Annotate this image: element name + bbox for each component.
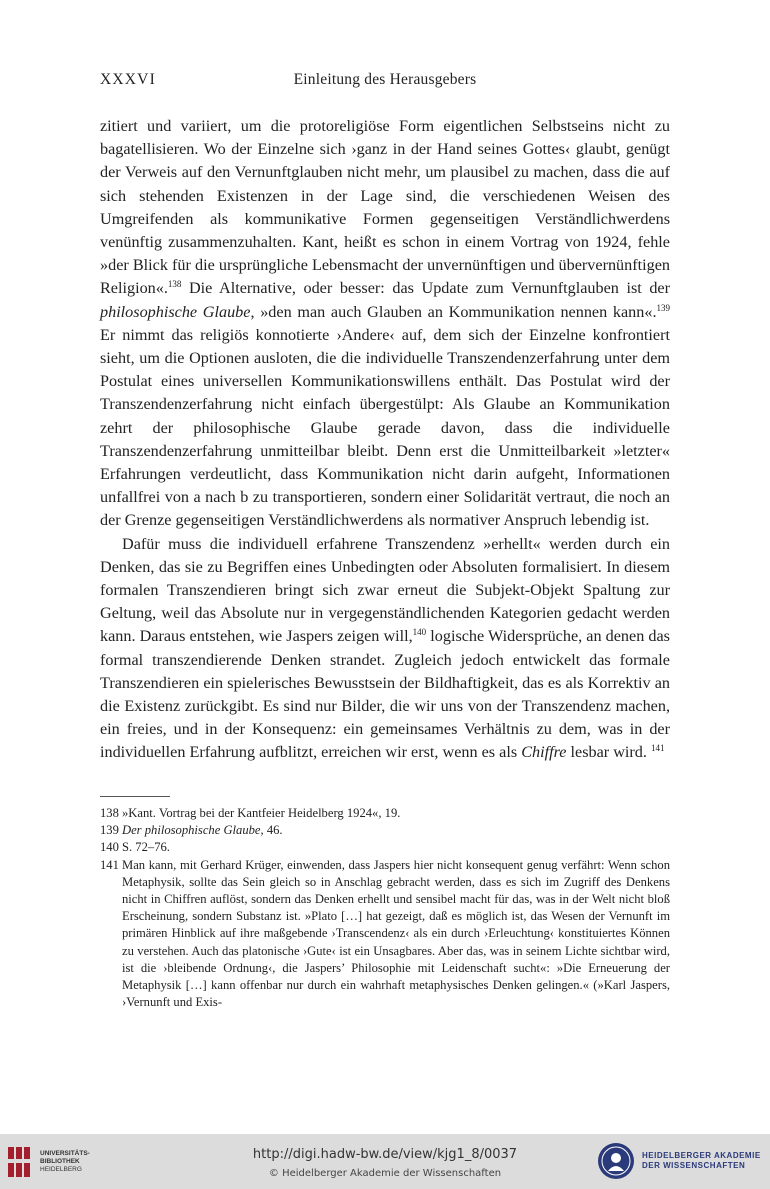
text-span: Die Alternative, oder besser: das Update zum Vernunftglauben ist der (181, 279, 670, 298)
emphasis: Chiffre (521, 743, 567, 762)
hadw-logo[interactable] (596, 1141, 766, 1181)
footnotes (100, 805, 670, 1011)
text-span: Er nimmt das religiös konnotierte ›Andere‹ auf, dem sich der Einzelne konfrontiert sieht, um die Optionen ausloten, die die individuelle Transzendenzerfahrung unter dem Postulat eines universellen Kommunikationswillens enthält. Das Postulat wird der Transzendenzerfahrung nicht einfach übergestülpt: Als Glaube an Kommunikation zehrt der philosophische Glaube gerade davon, dass die individuelle Transzendenzerfahrung unmitteilbar bleibt. Denn erst die Unmitteilbarkeit »letzter« Erfahrungen verdeutlicht, dass Kommunikation nicht darin aufgeht, Informationen unfallfrei von a nach b zu transportieren, sondern einer Solidarität vertraut, die noch an der Grenze gegenseitigen Verständlichwerdens als normativer Anspruch lebendig ist. (100, 325, 670, 530)
main-text (100, 115, 670, 765)
ub-logo-line: UNIVERSITÄTS- (40, 1150, 90, 1157)
footnote-text (122, 822, 670, 839)
text-span: , 46. (260, 823, 283, 838)
footnote-ref-141[interactable]: 141 (650, 743, 665, 754)
footnote-number: 141 (100, 857, 119, 872)
ub-logo-line: HEIDELBERG (40, 1166, 82, 1173)
viewer-footer (0, 1134, 770, 1189)
text-span: logische Widersprüche, an denen das formal transzendierende Denken strandet. Zugleich jedoch entwickelt das formale Transzendieren ein spielerisches Bewusstsein der Bildhaftigkeit, das es als Korrektiv an die Existenz zurückgibt. Es sind nur Bilder, die wir uns von der Transzendenz machen, ein freies, und in der Konsequenz: ein gemeinsames Verhältnis zu dem, was in der individuellen Erfahrung aufblitzt, erreichen wir erst, wenn es als (100, 627, 670, 762)
emphasis: Der philosophische Glaube (122, 823, 261, 838)
text-span: Dafür muss die individuell erfahrene Transzendenz »erhellt« werden durch ein Denken, das sie zu Begriffen eines Unbedingten oder Absoluten formalisiert. In diesem formalen Transzendieren bringt sich zwar erneut die Subjekt-Objekt Spaltung zur Geltung, weil das Absolute nur in vergegenständlichenden Kategorien gedacht werden kann. Daraus entstehen, wie Jaspers zeigen will, (100, 534, 670, 646)
hadw-logo-line: DER WISSENSCHAFTEN (642, 1161, 746, 1170)
paragraph-1 (100, 115, 670, 533)
footnote-141 (100, 857, 670, 1012)
text-span: , »den man auch Glauben an Kommunikation nennen kann«. (250, 302, 657, 321)
running-title: Einleitung des Herausgebers (293, 71, 477, 88)
page-number: XXXVI (100, 71, 156, 88)
permalink[interactable]: http://digi.hadw-bw.de/view/kjg1_8/0037 (252, 1147, 518, 1162)
text-span: zitiert und variiert, um die protoreligiöse Form eigentlichen Selbstseins nicht zu bagatellisieren. Wo der Einzelne sich ›ganz in der Hand seines Gottes‹ glaubt, genügt der Verweis auf den Vernunftglauben nicht mehr, um plausibel zu machen, dass die auf sich stehenden Existenzen in der Lage sind, die verschiedenen Weisen des Umgreifenden als kommunikative Formen gegenseitigen Verständlichwerdens venünftig zusammenzuhalten. Kant, heißt es schon in einem Vortrag von 1924, fehle »der Blick für die ursprüngliche Lebensmacht der unvernünftigen und übervernünftigen Religion«. (100, 117, 670, 298)
footnote-ref-139[interactable]: 139 (656, 302, 670, 313)
footnote-number: 140 (100, 840, 119, 855)
paragraph-2 (100, 533, 670, 765)
footnote-number: 139 (100, 823, 119, 838)
footnote-text: S. 72–76. (122, 840, 170, 855)
emphasis: philosophische Glaube (100, 302, 251, 321)
footnote-rule (100, 796, 170, 797)
footnote-text: »Kant. Vortrag bei der Kantfeier Heidelberg 1924«, 19. (122, 806, 401, 820)
footnote-number: 138 (100, 806, 119, 820)
hadw-logo-line: HEIDELBERGER AKADEMIE (642, 1151, 761, 1160)
footnote-138 (100, 805, 670, 822)
ub-logo-line: BIBLIOTHEK (40, 1158, 80, 1165)
footnote-ref-138[interactable]: 138 (167, 279, 182, 290)
footnote-text: Man kann, mit Gerhard Krüger, einwenden, dass Jaspers hier nicht konsequent genug verfährt: Wenn schon Metaphysik, sollte das Sein gleich so in Anschlag gebracht werden, dass es sich im Zugriff des Denkens nicht in Chiffren auflöst, sondern das Denken erhellt und sensibel macht für das, was in der Welt nicht bloß Erscheinung, sondern Substanz ist. »Plato […] hat gezeigt, daß es möglich ist, das Wesen der Vernunft im primären Hinblick auf ihre maßgebende ›Transcendenz‹ als ein durch ›Erleuchtung‹ konstituiertes Können zu verstehen. Auch das platonische ›Gute‹ ist ein Unsagbares. Aber das, was in seinem Lichte sichtbar wird, ist die ›bleibende Ordnung‹, die Jaspers’ Philosophie mit Leidenschaft sucht«: »Die Erneuerung der Metaphysik […] kann offenbar nur durch ein wahrhaft metaphysisches Denken gelingen.« (»Karl Jaspers, ›Vernunft und Exis- (122, 857, 670, 1010)
seal-icon (596, 1141, 636, 1181)
footnote-139 (100, 822, 670, 839)
footnote-ref-140[interactable]: 140 (412, 627, 427, 638)
copyright: © Heidelberger Akademie der Wissenschaften (268, 1168, 502, 1179)
hadw-logo-text (642, 1151, 761, 1171)
text-span: lesbar wird. (566, 743, 647, 762)
page-header (100, 71, 670, 93)
footnote-140 (100, 839, 670, 856)
